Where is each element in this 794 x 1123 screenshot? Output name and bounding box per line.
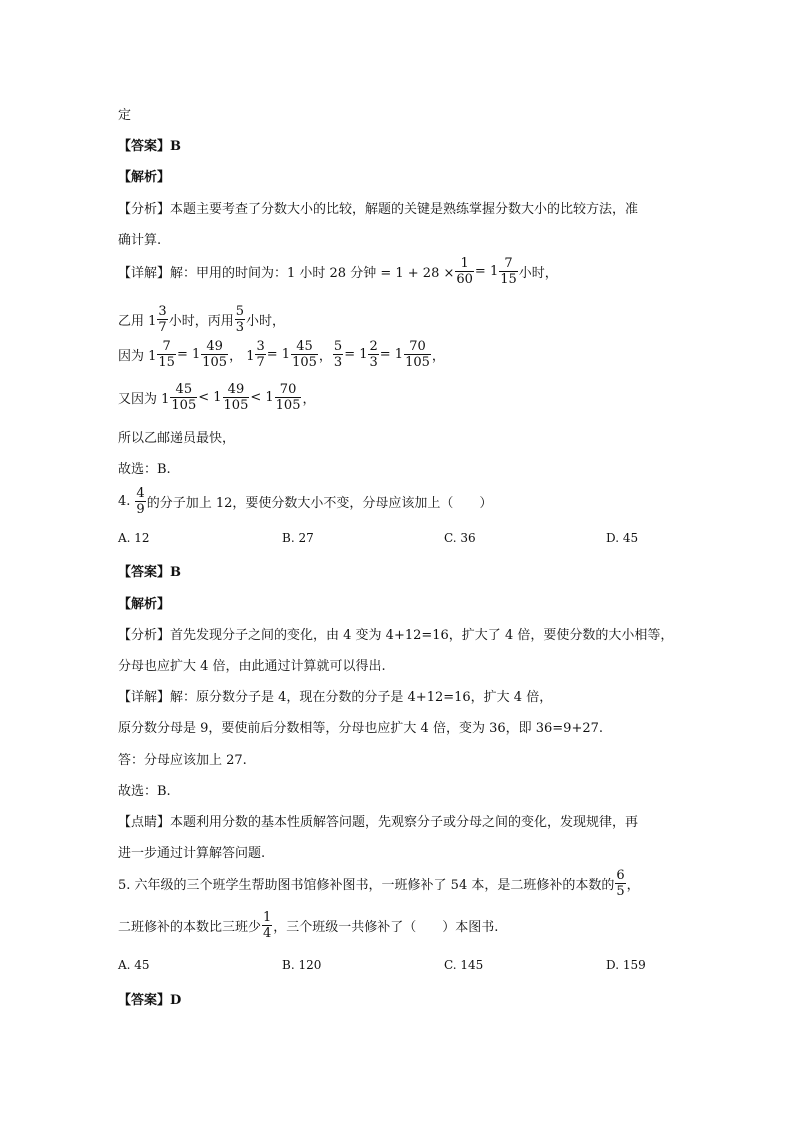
text: 【答案】B <box>118 139 181 154</box>
text: 【答案】B <box>118 565 181 580</box>
text-line <box>118 104 131 123</box>
detail-line <box>118 256 558 287</box>
denominator: 3 <box>333 355 343 370</box>
text: 【点睛】本题利用分数的基本性质解答问题，先观察分子或分母之间的变化，发现规律，再 <box>118 815 639 830</box>
option-b: B. 27 <box>282 531 314 545</box>
numerator: 49 <box>227 382 245 397</box>
question-5 <box>118 868 640 899</box>
denominator: 4 <box>263 926 272 941</box>
text: 乙用 1 <box>118 314 157 329</box>
fraction <box>455 256 474 287</box>
text: = 1 <box>344 347 368 362</box>
fraction <box>255 339 265 370</box>
text: 【详解】解：甲用的时间为：1 小时 28 分钟 = 1 + 28 × <box>118 266 455 281</box>
option-c: C. 145 <box>444 958 484 972</box>
denominator: 5 <box>616 884 625 899</box>
question-text: ，三个班级一共修补了（ ）本图书. <box>273 920 499 935</box>
text: ， <box>431 349 445 364</box>
text: 小时， <box>245 314 285 329</box>
denominator: 60 <box>456 272 473 287</box>
detail-line <box>118 304 285 335</box>
text: 故选：B. <box>118 462 171 477</box>
text: = 1 <box>474 264 499 279</box>
numerator: 3 <box>256 339 265 354</box>
option-c: C. 36 <box>444 531 476 545</box>
numerator: 70 <box>279 382 297 397</box>
fraction <box>291 339 318 370</box>
numerator: 45 <box>296 339 313 354</box>
numerator: 7 <box>504 256 513 271</box>
numerator: 1 <box>263 910 272 925</box>
numerator: 4 <box>136 486 145 501</box>
numerator: 7 <box>162 339 171 354</box>
analysis-label <box>118 593 170 612</box>
fraction <box>368 339 378 370</box>
option-d: D. 159 <box>606 958 646 972</box>
comment-text <box>118 811 638 830</box>
detail-text <box>118 780 171 799</box>
text: 【详解】解：原分数分子是 4，现在分数的分子是 4+12=16，扩大 4 倍， <box>118 690 553 705</box>
text-line <box>118 458 171 477</box>
comment-text <box>118 842 265 861</box>
fraction <box>157 339 176 370</box>
detail-line <box>118 339 445 370</box>
text: = 1 <box>266 347 291 362</box>
fraction <box>170 382 197 413</box>
text: 故选：B. <box>118 784 171 799</box>
text-line <box>118 427 235 446</box>
question-number: 4. <box>118 494 131 509</box>
denominator: 105 <box>405 355 430 370</box>
text: 答：分母应该加上 27. <box>118 753 247 768</box>
option-b: B. 120 <box>282 958 322 972</box>
text: < 1 <box>250 390 274 405</box>
numerator: 5 <box>333 339 343 354</box>
question-4 <box>118 486 492 517</box>
numerator: 5 <box>235 304 244 319</box>
text: 因为 1 <box>118 349 157 364</box>
analysis-text <box>118 198 638 217</box>
text: ， <box>626 878 640 893</box>
text: ， <box>318 349 332 364</box>
option-a: A. 12 <box>118 531 150 545</box>
fraction <box>404 339 431 370</box>
fraction <box>262 910 272 941</box>
fraction <box>135 486 145 517</box>
numerator: 2 <box>369 339 378 354</box>
analysis-text <box>118 229 161 248</box>
question-text: 二班修补的本数比三班少 <box>118 920 262 935</box>
question-5-cont <box>118 910 498 941</box>
denominator: 105 <box>223 398 249 413</box>
answer-label <box>118 135 181 154</box>
denominator: 105 <box>171 398 197 413</box>
fraction <box>499 256 518 287</box>
denominator: 7 <box>158 320 167 335</box>
denominator: 3 <box>235 320 244 335</box>
analysis-text <box>118 624 673 643</box>
text: ， <box>302 392 316 407</box>
text: 分母也应扩大 4 倍，由此通过计算就可以得出. <box>118 659 386 674</box>
text: 确计算. <box>118 233 162 248</box>
fraction <box>615 868 625 899</box>
text: 定 <box>118 108 132 123</box>
text: 小时，丙用 <box>168 314 234 329</box>
denominator: 3 <box>369 355 378 370</box>
fraction <box>201 339 228 370</box>
option-d: D. 45 <box>606 531 639 545</box>
denominator: 15 <box>500 272 517 287</box>
option-a: A. 45 <box>118 958 150 972</box>
fraction <box>157 304 167 335</box>
text: 小时， <box>518 266 558 281</box>
text: 【分析】本题主要考查了分数大小的比较，解题的关键是熟练掌握分数大小的比较方法，准 <box>118 202 639 217</box>
denominator: 9 <box>136 502 145 517</box>
fraction <box>333 339 343 370</box>
question-text: 的分子加上 12，要使分数大小不变，分母应该加上（ ） <box>146 496 493 511</box>
denominator: 15 <box>158 355 175 370</box>
text: = 1 <box>176 347 201 362</box>
text: < 1 <box>198 390 222 405</box>
answer-label <box>118 561 181 580</box>
text: 又因为 1 <box>118 392 170 407</box>
text: ， 1 <box>229 349 255 364</box>
numerator: 49 <box>206 339 223 354</box>
fraction <box>223 382 250 413</box>
numerator: 6 <box>616 868 625 883</box>
question-text: 5. 六年级的三个班学生帮助图书馆修补图书，一班修补了 54 本，是二班修补的本数的 <box>118 878 615 893</box>
numerator: 1 <box>460 256 469 271</box>
text: 进一步通过计算解答问题. <box>118 846 266 861</box>
analysis-label <box>118 166 170 185</box>
numerator: 3 <box>158 304 167 319</box>
denominator: 105 <box>275 398 301 413</box>
detail-line <box>118 382 316 413</box>
text: 所以乙邮递员最快， <box>118 431 236 446</box>
denominator: 105 <box>292 355 317 370</box>
detail-text <box>118 686 552 705</box>
text: 【解析】 <box>118 597 171 612</box>
text: = 1 <box>379 347 404 362</box>
text: 【解析】 <box>118 170 171 185</box>
numerator: 70 <box>409 339 426 354</box>
fraction <box>275 382 302 413</box>
fraction <box>235 304 245 335</box>
numerator: 45 <box>175 382 193 397</box>
analysis-text <box>118 655 386 674</box>
detail-text <box>118 749 247 768</box>
text: 【分析】首先发现分子之间的变化，由 4 变为 4+12=16，扩大了 4 倍，要使分数的大小相等， <box>118 628 674 643</box>
text: 原分数分母是 9，要使前后分数相等，分母也应扩大 4 倍，变为 36，即 36=9+27. <box>118 721 604 736</box>
denominator: 105 <box>202 355 228 370</box>
detail-text <box>118 717 603 736</box>
answer-label <box>118 989 181 1008</box>
text: 【答案】D <box>118 993 182 1008</box>
denominator: 7 <box>256 355 265 370</box>
